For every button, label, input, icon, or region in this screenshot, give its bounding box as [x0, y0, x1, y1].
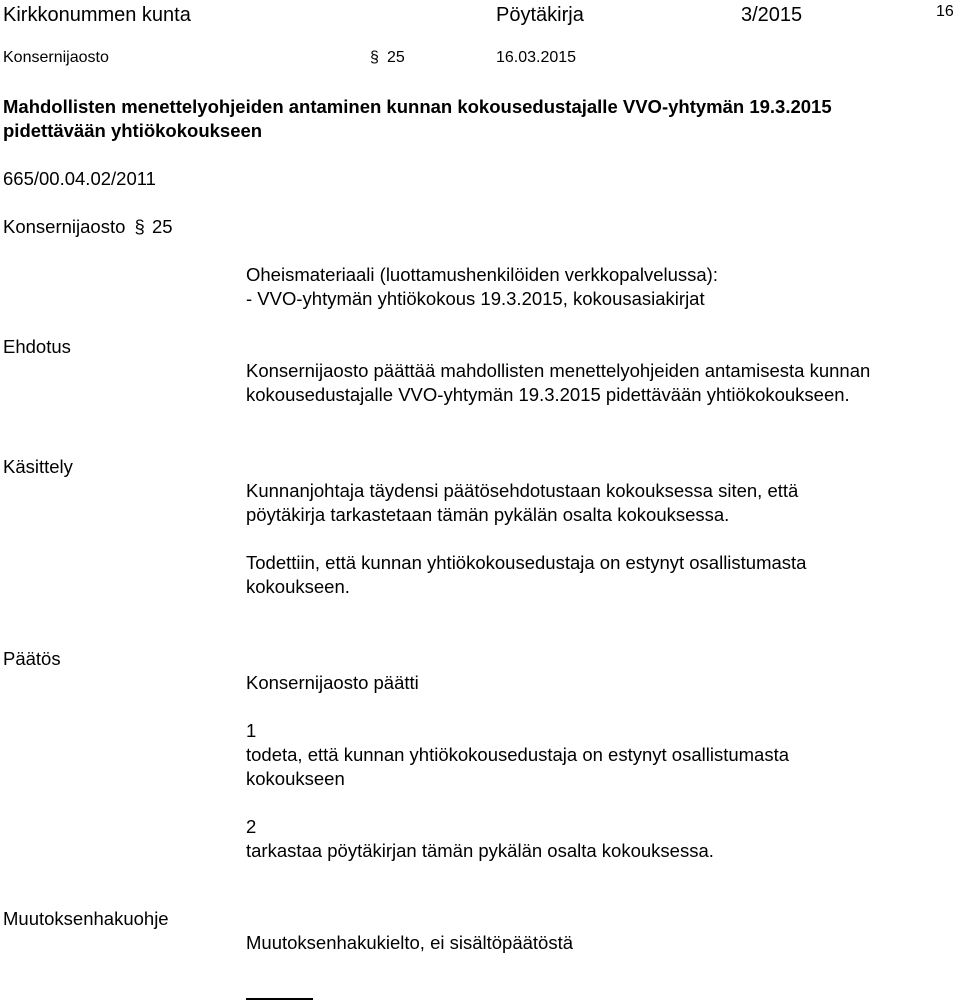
municipality-name: Kirkkonummen kunta — [3, 4, 191, 26]
reference-section-number: 25 — [151, 216, 173, 237]
paatos-label: Päätös — [3, 648, 61, 669]
paatos-intro: Konsernijaosto päätti — [246, 672, 419, 693]
title-line-1: Mahdollisten menettelyohjeiden antaminen kunnan kokousedustajalle VVO-yhtymän 19.3.2015 — [3, 96, 832, 117]
ehdotus-line-1: Konsernijaosto päättää mahdollisten menettelyohjeiden antamisesta kunnan — [246, 360, 871, 381]
section-number: 25 — [387, 49, 405, 66]
signature-rule — [246, 998, 313, 1000]
title-line-2: pidettävään yhtiökokoukseen — [3, 120, 263, 141]
record-number: 665/00.04.02/2011 — [3, 168, 156, 189]
kasittely-p2-line-2: kokoukseen. — [246, 576, 350, 597]
reference-body — [3, 213, 173, 241]
kasittely-p1-line-1: Kunnanjohtaja täydensi päätösehdotustaan kokouksessa siten, että — [246, 480, 799, 501]
paatos-item-1-line-1: todeta, että kunnan yhtiökokousedustaja on estynyt osallistumasta — [246, 744, 790, 765]
document-type: Pöytäkirja — [496, 4, 584, 26]
paatos-item-2-number: 2 — [246, 816, 257, 837]
paatos-item-1-number: 1 — [246, 720, 257, 741]
page-number: 16 — [936, 3, 954, 20]
kasittely-label: Käsittely — [3, 456, 73, 477]
attachments-line-2: - VVO-yhtymän yhtiökokous 19.3.2015, kokousasiakirjat — [246, 288, 705, 309]
reference-section-symbol: § — [134, 216, 145, 237]
paatos-item-2-line-1: tarkastaa pöytäkirjan tämän pykälän osalta kokouksessa. — [246, 840, 714, 861]
document-number: 3/2015 — [741, 4, 803, 26]
muutoksenhaku-text: Muutoksenhakukielto, ei sisältöpäätöstä — [246, 932, 574, 953]
muutoksenhaku-label: Muutoksenhakuohje — [3, 908, 169, 929]
section-symbol: § — [370, 49, 379, 66]
meeting-date: 16.03.2015 — [496, 49, 577, 66]
kasittely-p2-line-1: Todettiin, että kunnan yhtiökokousedustaja on estynyt osallistumasta — [246, 552, 807, 573]
reference-body-name: Konsernijaosto — [3, 216, 126, 237]
kasittely-p1-line-2: pöytäkirja tarkastetaan tämän pykälän osalta kokouksessa. — [246, 504, 730, 525]
ehdotus-label: Ehdotus — [3, 336, 71, 357]
attachments-line-1: Oheismateriaali (luottamushenkilöiden verkkopalvelussa): — [246, 264, 718, 285]
header-body: Konsernijaosto — [3, 49, 109, 66]
ehdotus-line-2: kokousedustajalle VVO-yhtymän 19.3.2015 pidettävään yhtiökokoukseen. — [246, 384, 850, 405]
paatos-item-1-line-2: kokoukseen — [246, 768, 345, 789]
